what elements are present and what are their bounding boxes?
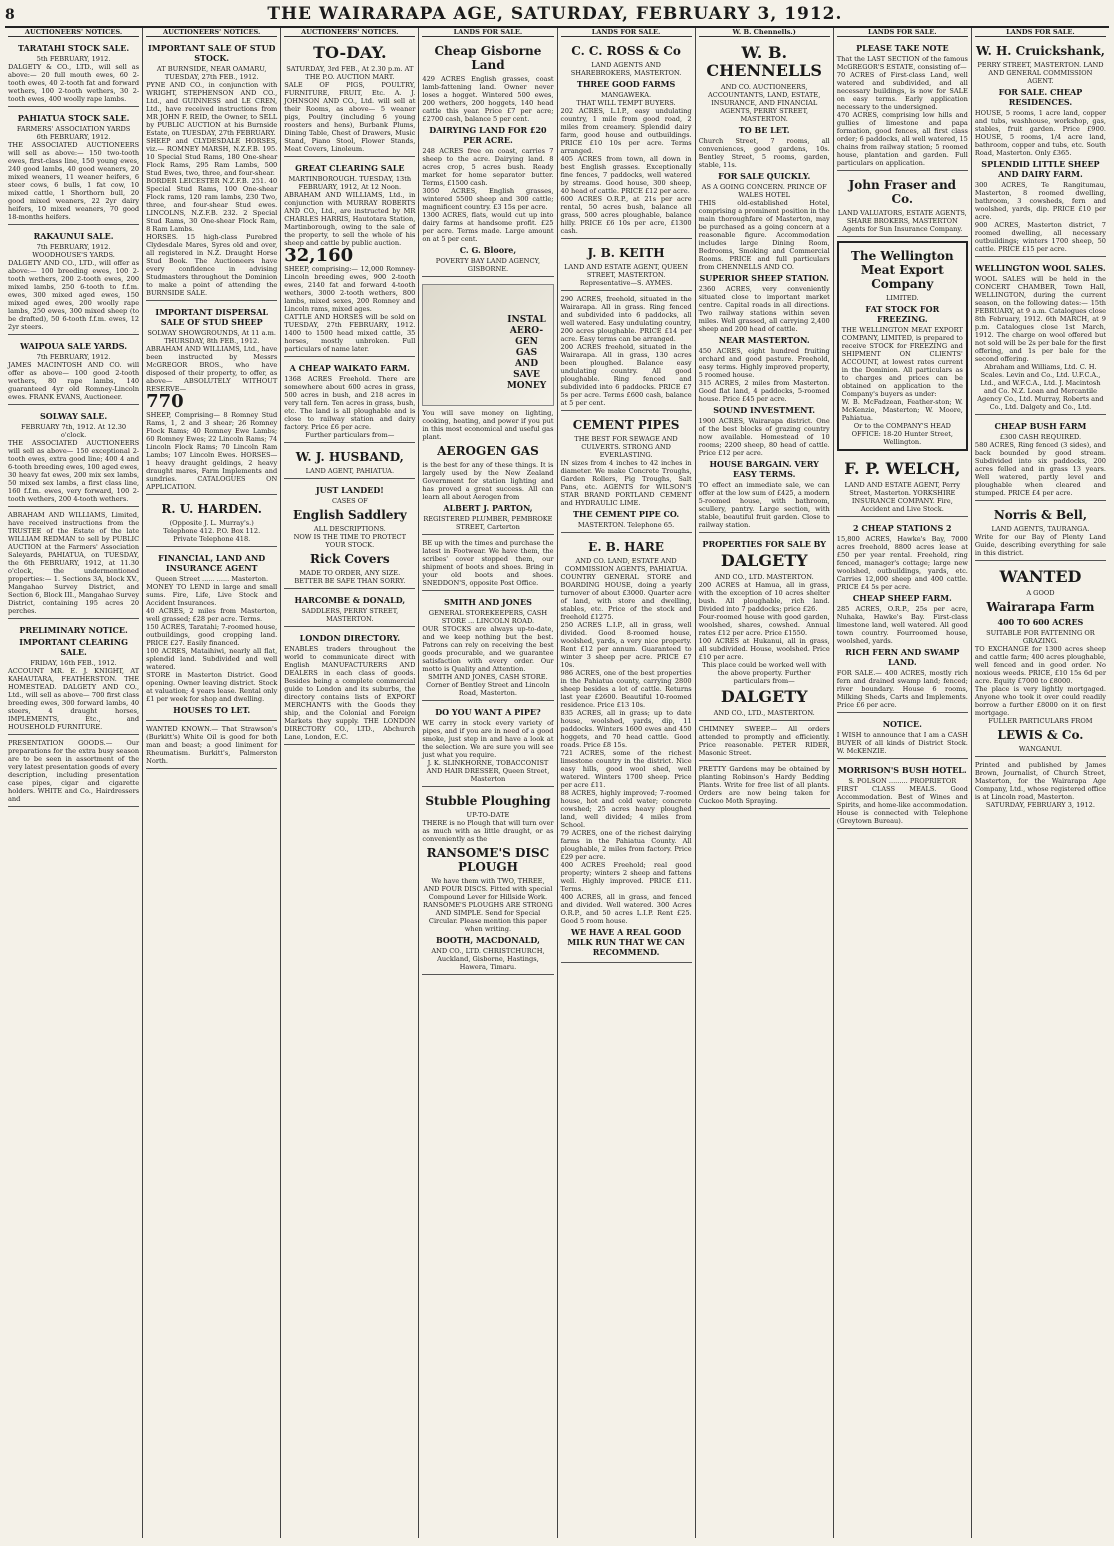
advert-heading: CHEAP BUSH FARM [994, 421, 1087, 431]
advert [8, 337, 139, 405]
advert-text: BE up with the times and purchase the latest in Footwear. We have them, the scribes' cover stopped them, our shipment of boots and shoes. Bring in your old boots and shoes. SNEDDON'S, opposite Post Office. [422, 539, 554, 587]
advert-text: 986 ACRES, one of the best properties in the Pahiatua county, carrying 2800 sheep besides a lot of cattle. Returns last year £2600. Beautiful 10-roomed residence. Price £13 10s. [560, 669, 692, 709]
advert-text: 470 ACRES, comprising low hills and gullies of limestone and papa formation, good fences, all first class order; 6 paddocks, all well watered, 15 chains from railway station; 5 roomed house, plantation and garden. Full particulars on application. [836, 111, 968, 167]
advert-heading: THREE GOOD FARMS [576, 79, 676, 89]
advert-text: 15,800 ACRES, Hawke's Bay, 7000 acres freehold, 8800 acres lease at £50 per year rental. Freehold, ring fenced, manager's cottage; large new woolshed, outbuildings, yards, etc. Carries 12,000 sheep and 400 cattle. PRICE £4 5s per acre. [836, 535, 968, 591]
advert-subheading: Or to the COMPANY'S HEAD OFFICE: 18-20 Hunter Street, Wellington. [851, 422, 953, 446]
advert-text: ABRAHAM AND WILLIAMS, Limited, have received instructions from the TRUSTEE of the Estate of the late WILLIAM REDMAN to sell by PUBLIC AUCTION at the Farmers' Association Saleyards, PAHIATUA, on TUESDAY, the 6th FEBRUARY, 1912, at 11.30 o'clock, the undermentioned properties:— 1. Sections 3A, block XV., Mangahao Survey District, and Section 6, Block III., Mangahao Survey District, containing 195 acres 20 perches. [8, 511, 140, 615]
advert [837, 455, 968, 517]
advert-subheading: MANGAWEKA. [600, 91, 652, 99]
advert-subheading: THE BEST FOR SEWAGE AND CULVERTS. STRONG AND EVERLASTING. [574, 435, 678, 459]
advert-heading: WAIPOUA SALE YARDS. [20, 341, 127, 351]
columns [5, 28, 1109, 1538]
page-number: 8 [5, 7, 15, 23]
advert-text: SALE OF PIGS, POULTRY, FURNITURE, FRUIT, Etc. A. J. JOHNSON AND CO., Ltd. will sell at their Rooms, as above— 5 weaner pigs, Poultry (including 6 young roosters and hens), Burbank Plums, Dining Table, Chest of Drawers, Music Stand, Piano Stool, Flower Stands, Meat Covers, Linoleum. [284, 81, 416, 153]
advert-subheading: POVERTY BAY LAND AGENCY, GISBORNE. [435, 257, 541, 273]
advert-text: 600 ACRES O.R.P., at 21s per acre rental, 50 acres bush, balance all grass, 500 acres ploughable, balance hilly. PRICE £6 10s per acre, £1300 cash. [560, 195, 692, 235]
advert-subheading: THAT WILL TEMPT BUYERS. [576, 99, 676, 107]
advert [975, 417, 1106, 501]
advert-date: 7th FEBRUARY, 1912. [36, 353, 111, 361]
advert [422, 279, 553, 535]
advert-heading: J. B. KEITH [587, 246, 665, 260]
advert-date: FEBRUARY 7th, 1912. At 12.30 o'clock. [21, 423, 127, 439]
advert [422, 789, 553, 975]
advert-heading: LEWIS & Co. [997, 728, 1084, 742]
advert-text: THE ASSOCIATED AUCTIONEERS will sell as above— 150 exceptional 2-tooth ewes, extra good line; 400 4 and 6-tooth breeding ewes, 100 aged ewes, 30 heavy fat ewes, 200 mix sex lambs, 50 mixed sex lambs, a first class line, 160 f.f.m. ewes, very forward, 100 2-tooth wethers, 200 4-tooth wethers. [8, 439, 140, 503]
advert [146, 497, 277, 547]
advert-text: I WISH to announce that I am a CASH BUYER of all kinds of District Stock. W. McKENZIE. [836, 731, 968, 755]
advert-heading: PROPERTIES FOR SALE BY [702, 539, 826, 549]
advert-text: THERE is no Plough that will turn over as much with as little draught, or as conveniently as the [422, 819, 554, 843]
advert-subheading: AND CO. LAND, ESTATE AND COMMISSION AGENTS, PAHIATUA. [564, 557, 688, 573]
advert-subheading: SADDLERS, PERRY STREET, MASTERTON. [301, 607, 399, 623]
advert-subheading: CASES OF [331, 497, 368, 505]
advert-heading: Stubble Ploughing [425, 794, 551, 808]
advert-subheading: AND CO., LTD., MASTERTON. [713, 709, 815, 717]
advert-heading: RAKAUNUI SALE. [33, 231, 114, 241]
advert-heading: 2 CHEAP STATIONS 2 [853, 523, 952, 533]
column-6 [696, 28, 834, 1538]
advert-text: That the LAST SECTION of the famous McGREGOR'S ESTATE, consisting of— [836, 55, 968, 71]
advert-date: 7th FEBRUARY, 1912. [36, 243, 111, 251]
newspaper-page [5, 4, 1109, 1538]
advert [422, 39, 553, 277]
advert-text: 100 ACRES at Hukanui, all in grass, all subdivided. House, woolshed. Price £10 per acre. [698, 637, 830, 661]
advert-heading: PAHIATUA STOCK SALE. [17, 113, 130, 123]
advert-heading: Wairarapa Farm [986, 600, 1095, 614]
advert-heading: WANTED [999, 567, 1082, 586]
advert-heading: LONDON DIRECTORY. [299, 633, 401, 643]
advert [975, 503, 1106, 561]
advert-text: 580 ACRES, Ring fenced (3 sides), and back bounded by good stream. Subdivided into six paddocks, 200 acres felled and in grass 13 years. Well watered, partly level and ploughable when cleared and stumped. PRICE £4 per acre. [974, 441, 1106, 497]
advert-heading: PRELIMINARY NOTICE. [19, 625, 128, 635]
column-heading: LANDS FOR SALE. [837, 28, 968, 37]
advert-text: 300 ACRES, Te Rangitumau, Masterton, 8 roomed dwelling, bathroom, 3 cowsheds, fern and woolshed, yards, dip. PRICE £10 per acre. [974, 181, 1106, 221]
advert [8, 227, 139, 335]
advert-text: NOW IS THE TIME TO PROTECT YOUR STOCK. [293, 533, 406, 549]
illustration-caption: INSTAL AERO-GEN GAS AND SAVE MONEY [506, 315, 547, 391]
advert-subheading: Abraham and Williams, Ltd. C. H. Scales. Levin and Co., Ltd. U.F.C.A., Ltd., and W.F.C.A., Ltd. J. Macintosh and Co. N.Z. Loan and Mercantile Agency Co., Ltd. Murray, Roberts and Co., Ltd. Dalgety and Co., Ltd. [977, 363, 1104, 411]
advert-heading: IMPORTANT SALE OF STUD STOCK. [147, 43, 276, 63]
advert-text: 405 ACRES from town, all down in best English grasses. Exceptionally fine fences, 7 paddocks, well watered by streams. Good house, 300 sheep, 40 head of cattle. PRICE £12 per acre. [560, 155, 692, 195]
column-1 [5, 28, 143, 1538]
advert-subheading: S. POLSON ......... PROPRIETOR [848, 777, 957, 785]
advert-date: 5th FEBRUARY, 1912. [36, 55, 111, 63]
advert-text: 1900 ACRES, Wairarapa district. One of the best blocks of grazing country now available. Homestead of 10 rooms; 2200 sheep, 80 head of cattle. Price £12 per acre. [698, 417, 830, 457]
advert-heading: CEMENT PIPES [572, 418, 680, 432]
advert-text: SHEEP and CLYDESDALE HORSES, viz.— ROMNEY MARSH, N.Z.F.B. 195. 10 Special Stud Rams, 180 One-shear Flock Rams, 295 Ram Lambs, 500 Stud Ewes, two, three, and four-shear. [146, 137, 278, 177]
advert-text: COUNTRY GENERAL STORE and BOARDING HOUSE, doing a yearly turnover of about £3000. Quarter acre of land, with store and dwelling, stables, etc. Price of the stock and freehold £1275. [560, 573, 692, 621]
advert [8, 407, 139, 507]
advert-text: 721 ACRES, some of the richest limestone country in the district. Nice easy hills, good wool shed, well watered. Winters 1700 sheep. Price per acre £11. [560, 749, 692, 789]
advert-heading: GREAT CLEARING SALE [295, 163, 405, 173]
advert-text: ACCOUNT MR. E. J. KNIGHT, AT KAHAUTARA, FEATHERSTON. THE HOMESTEAD. DALGETY AND CO., Ltd., will sell as above— 700 first class breeding ewes, 300 forward lambs, 40 steers, 4 draught horses, IMPLEMENTS, Etc., and HOUSEHOLD FURNITURE. [8, 667, 140, 731]
advert-subheading: AS A GOING CONCERN. PRINCE OF WALES HOTEL [701, 183, 827, 199]
advert-heading: SOLWAY SALE. [40, 411, 108, 421]
advert-heading: MORRISON'S BUSH HOTEL. [837, 765, 967, 775]
advert-text: THE ASSOCIATED AUCTIONEERS will sell as above:— 150 two-tooth ewes, first-class line, 150 young ewes, 240 good lambs, 40 good weaners, 20 mixed weaners, 11 weaner heifers, 6 steer cows, 6 bulls, 1 fat cow, 10 mixed cattle, 1 Shorthorn bull, 20 good mixed weaners, 22 2yr dairy heifers, 10 mixed weaners, 70 good 18-months heifers. [8, 141, 140, 221]
column-heading: LANDS FOR SALE. [561, 28, 692, 37]
advert-text: 200 ACRES at Hamua, all in grass, with the exception of 10 acres shelter bush. All ploughable, rich land. Divided into 7 paddocks; price £26. [698, 581, 830, 613]
advert-heading: TO BE LET. [738, 125, 790, 135]
advert-heading: RANSOME'S DISC PLOUGH [426, 846, 550, 874]
advert-text: 88 ACRES, highly improved; 7-roomed house, hot and cold water; concrete cowshed; 25 acres heavy ploughed land, well divided; 4 miles from School. [560, 789, 692, 829]
imprint-text: Printed and published by James Brown, Journalist, of Church Street, Masterton, for the Wairarapa Age Company, Ltd., whose registered office is at Lincoln road, Masterton. [974, 761, 1106, 801]
advert-heading: A CHEAP WAIKATO FARM. [289, 363, 410, 373]
advert-subheading: Agents for Sun Insurance Company. [842, 225, 963, 233]
advert-heading: Cheap Gisborne Land [434, 44, 542, 72]
advert-subheading: Telephone 412. P.O. Box 112. [163, 527, 261, 535]
column-3 [281, 28, 419, 1538]
advert [422, 703, 553, 787]
advert-heading: FINANCIAL, LAND AND INSURANCE AGENT [158, 553, 266, 573]
column-2 [143, 28, 281, 1538]
advert [284, 481, 415, 589]
advert-text: 285 ACRES, O.R.P., 25s per acre, Nuhaka, Hawke's Bay. First-class limestone land, well watered. All good town country. Fourroomed house, woolshed, yards. [836, 605, 968, 645]
advert-heading: HOUSES TO LET. [173, 705, 251, 715]
advert-text: CATTLE AND HORSES will be sold on TUESDAY, 27th FEBRUARY, 1912. 1400 to 1500 head mixed cattle, 35 horses, mostly unbroken. Full particulars of name later. [284, 313, 416, 353]
advert-subheading: FARMERS' ASSOCIATION YARDS [16, 125, 131, 133]
newspaper-title: THE WAIRARAPA AGE, SATURDAY, FEBRUARY 3, 1912. [267, 4, 843, 24]
advert-text: 100 ACRES, Mataihiwi, nearly all flat, splendid land. Subdivided and well watered. [146, 647, 278, 671]
advert-subheading: (Opposite J. L. Murray's.) [169, 519, 254, 527]
advert [975, 259, 1106, 415]
advert-text: IN sizes from 4 inches to 42 inches in diameter. We make Concrete Troughs, Garden Rollers, Pig Troughs, Salt Pans, etc. AGENTS for WILSON'S STAR BRAND PORTLAND CEMENT and HYDRAULIC LIME. [560, 459, 692, 507]
advert [146, 549, 277, 721]
advert-subheading: ALL DESCRIPTIONS. [313, 525, 386, 533]
column-7 [834, 28, 972, 1538]
advert-heading: SOUND INVESTMENT. [713, 405, 816, 415]
column-heading: AUCTIONEERS' NOTICES. [284, 28, 415, 37]
advert [699, 39, 830, 533]
advert-subheading: £300 CASH REQUIRED. [999, 433, 1082, 441]
advert-subheading: LAND AND ESTATE AGENT, QUEEN STREET, MASTERTON. Representative—S. AYMES. [564, 263, 688, 287]
advert-text: ABRAHAM AND WILLIAMS, Ltd., have been instructed by Messrs McGREGOR BROS., who have disposed of their property, to offer, as above— ABSOLUTELY WITHOUT RESERVE— [146, 345, 278, 393]
advert-text: 150 ACRES, Taratahi; 7-roomed house, outbuildings, good cropping land. PRICE £27. Easily financed. [146, 623, 278, 647]
advert [699, 535, 830, 721]
column-heading: LANDS FOR SALE. [975, 28, 1106, 37]
advert-heading: HARCOMBE & DONALD, [294, 595, 406, 605]
advert-text: 2360 ACRES, very conveniently situated close to important market centre. Capital roads in all directions. Two railway stations within seven miles. Well grassed, all carrying 2,400 sheep and 200 head of cattle. [698, 285, 830, 333]
advert-subheading: SOLWAY SHOWGROUNDS, At 11 a.m. THURSDAY, 8th FEB., 1912. [147, 329, 276, 345]
advert-heading: DO YOU WANT A PIPE? [435, 707, 541, 717]
advert-heading: TARATAHI STOCK SALE. [17, 43, 130, 53]
advert-subheading: LAND AGENTS AND SHAREBROKERS, MASTERTON. [570, 61, 682, 77]
advert-text: ENABLES traders throughout the world to communicate direct with English MANUFACTURERS AND DEALERS in each class of goods. Besides being a complete commercial guide to London and its suburbs, the directory contains lists of EXPORT MERCHANTS with the Goods they ship, and the Colonial and Foreign Markets they supply. THE LONDON DIRECTORY CO., LTD., Abchurch Lane, London, E.C. [284, 645, 416, 741]
advert-subheading: MADE TO ORDER, ANY SIZE. BETTER BE SAFE THAN SORRY. [294, 569, 406, 585]
advert-subheading: LAND AND ESTATE AGENT, Perry Street, Masterton. YORKSHIRE INSURANCE COMPANY. Fire, Accident and Live Stock. [844, 481, 961, 513]
advert-subheading: AND CO. AUCTIONEERS, ACCOUNTANTS, LAND, ESTATE, INSURANCE, AND FINANCIAL AGENTS, PERRY STREET, MASTERTON. [708, 83, 821, 123]
advert-subheading: This place could be worked well with the above property. Further particulars from— [702, 661, 827, 685]
meat-export-advert [837, 241, 968, 451]
advert-text: We have them with TWO, THREE, AND FOUR DISCS. Fitted with special Compound Lever for Hillside Work. RANSOME'S PLOUGHS ARE STRONG AND SIMPLE. Send for Special Circular. Please mention this paper when writing. [423, 877, 553, 933]
advert-heading: NEAR MASTERTON. [718, 335, 810, 345]
advert-text: HOUSE, 5 rooms, 1 acre land, copper and tubs, washhouse, workshop, gas, stables, fruit garden. Price £900. HOUSE, 5 rooms, 1/4 acre land, bathroom, copper and tubs, etc. South Road, Masterton. Only £365. [974, 109, 1106, 157]
advert [284, 39, 415, 157]
masthead [5, 4, 1109, 28]
advert-text: 429 ACRES English grasses, coast lamb-fattening land. Owner never loses a hogget. Wintered 500 ewes, 200 wethers, 200 hoggets, 140 head cattle this year. Price £7 per acre; £2700 cash, balance 5 per cent. [422, 75, 554, 123]
advert-text: 202 ACRES, L.I.P., easy undulating country, 1 mile from good road, 2 miles from creamery. Splendid dairy farm, good house and outbuildings. PRICE £10 10s per acre. Terms arranged. [560, 107, 692, 155]
advert [146, 723, 277, 769]
advert-text: CHIMNEY SWEEP.— All orders attended to promptly and efficiently. Price reasonable. PETER RIDER, Masonic Street. [698, 725, 830, 757]
advert [284, 629, 415, 745]
advert-heading: FOR SALE QUICKLY. [718, 171, 811, 181]
column-heading: AUCTIONEERS' NOTICES. [8, 28, 139, 37]
advert-heading: JUST LANDED! [315, 485, 384, 495]
advert-heading: C. G. Bloore, [459, 245, 517, 255]
advert [561, 39, 692, 239]
advert-heading: THE CEMENT PIPE CO. [572, 509, 680, 519]
advert-subheading: LAND AGENTS, TAURANGA. [991, 525, 1090, 533]
advert-date: FRIDAY, 16th FEB., 1912. [30, 659, 117, 667]
advert-heading: 400 TO 600 ACRES [997, 617, 1084, 627]
advert-heading: RICH FERN AND SWAMP LAND. [845, 647, 960, 667]
advert [837, 715, 968, 759]
advert [284, 445, 415, 479]
advert-heading: C. C. ROSS & Co [571, 44, 681, 58]
advert [975, 563, 1106, 757]
advert [284, 359, 415, 443]
advert-text: 315 ACRES, 2 miles from Masterton. Good flat land, 4 paddocks, 5-roomed house. Price £45 per acre. [698, 379, 830, 403]
advert-text: 40 ACRES, 2 miles from Masterton, well grassed; £28 per acre. Terms. [146, 607, 278, 623]
advert-heading: SMITH AND JONES [444, 597, 532, 607]
advert-heading: W. B. CHENNELLS [706, 43, 822, 80]
advert-text: PRETTY Gardens may be obtained by planting Robinson's Hardy Bedding Plants. Write for free list of all plants. Orders are now being taken for Cuckoo Moth Spraying. [698, 765, 830, 805]
advert [8, 621, 139, 735]
advert-subheading: MARTINBOROUGH. TUESDAY, 13th FEBRUARY, 1912, At 12 Noon. [288, 175, 412, 191]
advert [837, 173, 968, 237]
advert [561, 413, 692, 533]
advert-subheading: AND CO., LTD. MASTERTON. [714, 573, 814, 581]
advert-text: MONEY TO LEND in large and small sums. Fire, Life, Live Stock and Accident Insurances. [146, 583, 278, 607]
advert [8, 509, 139, 619]
advert-text: TO effect an immediate sale, we can offer at the low sum of £425, a modern 5-roomed house, with bathroom, scullery, pantry. Large section, with stable, beautiful fruit garden. Close to railway station. [698, 481, 830, 529]
advert [699, 763, 830, 809]
advert [837, 761, 968, 829]
advert [699, 723, 830, 761]
advert-heading: F. P. WELCH, [844, 459, 961, 478]
advert-heading: FAT STOCK FOR FREEZING. [865, 304, 940, 324]
advert-text: STORE in Masterton District. Good opening. Owner leaving district. Stock at valuation; 4 years lease. Rental only £1 per week for shop and dwelling. [146, 671, 278, 703]
advert-heading: BOOTH, MACDONALD, [436, 935, 540, 945]
advert-heading: W. J. HUSBAND, [295, 450, 404, 464]
advert [422, 537, 553, 591]
advert-subheading: GENERAL STOREKEEPERS, CASH STORE ... LINCOLN ROAD. [428, 609, 548, 625]
advert-subheading: WOODHOUSE'S YARDS. [32, 251, 115, 259]
advert-subheading: FULLER PARTICULARS FROM [988, 717, 1093, 725]
advert-text: SHEEP, Comprising— 8 Romney Stud Rams, 1, 2 and 3 shear; 26 Romney Flock Rams; 40 Romney Ewe Lambs; 60 Romney Ewes; 22 Lincoln Rams; 74 Lincoln Flock Rams; 70 Lincoln Ram Lambs; 107 Lincoln Ewes. HORSES— 1 heavy draught geldings, 2 heavy draught mares, Farm Implements and sundries. CATALOGUES ON APPLICATION. [146, 411, 278, 491]
advert [146, 303, 277, 495]
advert [837, 519, 968, 713]
advert-heading: DALGETY [720, 687, 808, 706]
advert-subheading: SATURDAY, 3rd FEB., At 2.30 p.m. AT THE P.O. AUCTION MART. [286, 65, 414, 81]
advert-text: THIS old-established Hotel, comprising a prominent position in the main thoroughfare of Masterton, may be purchased as a going concern at a reasonable figure. Accommodation includes large Dining Room, Bedrooms, Smoking and Commercial Rooms. PRICE and full particulars from CHENNELLS AND CO. [698, 199, 830, 271]
advert-text: WE carry in stock every variety of pipes, and if you are in need of a good smoke, just step in and have a look at the selection. We are sure you will see just what you require. [422, 719, 554, 759]
advert-heading: Rick Covers [310, 552, 390, 566]
advert-subheading: Private Telephone 418. [173, 535, 251, 543]
advert-heading: WE HAVE A REAL GOOD MILK RUN THAT WE CAN RECOMMEND. [567, 927, 685, 957]
advert-text: SHEEP, comprising:— 12,000 Romney-Lincoln breeding ewes, 900 2-tooth ewes, 2140 fat and forward 4-tooth wethers, 3000 2-tooth wethers, 800 lambs, mixed sexes, 200 Romney and Lincoln rams, mixed ages. [284, 265, 416, 313]
advert-subheading: REGISTERED PLUMBER, PEMBROKE STREET, Carterton [423, 515, 553, 531]
advert-text: 900 ACRES, Masterton district, 7 roomed dwelling, all necessary outbuildings; winters 1700 sheep, 50 cattle. PRICE £15 per acre. [974, 221, 1106, 253]
advert-text: 400 ACRES, all in grass, and fenced and divided. Well watered. 300 Acres O.R.P., and 50 acres L.I.P. Rent £25. Good 5 room house. [560, 893, 692, 925]
advert-text: 400 ACRES Freehold; real good property; winters 2 sheep and fattens well. Highly improved. PRICE £11. Terms. [560, 861, 692, 893]
advert-heading: DALGETY [720, 551, 808, 570]
advert-text: Write for our Bay of Plenty Land Guide, describing everything for sale in this district. [974, 533, 1106, 557]
column-heading: W. B. Chennells.) [699, 28, 830, 37]
advert-heading: ALBERT J. PARTON, [443, 503, 533, 513]
advert-subheading: SUITABLE FOR FATTENING OR GRAZING. [986, 629, 1095, 645]
advert [837, 39, 968, 171]
advert-heading: IMPORTANT DISPERSAL SALE OF STUD SHEEP [155, 307, 269, 327]
column-5 [558, 28, 696, 1538]
advert-text: is the best for any of these things. It is largely used by the New Zealand Government for station lighting and has proved a great success. All can learn all about Aerogen from [422, 461, 554, 501]
advert [422, 593, 553, 701]
advert-text: Church Street, 7 rooms, all conveniences, good gardens, 10s. Bentley Street, 5 rooms, garden, stable, 11s. [698, 137, 830, 169]
advert [8, 109, 139, 225]
advert-heading: John Fraser and Co. [848, 178, 957, 206]
advert-heading: NOTICE. [882, 719, 922, 729]
advert-heading: R. U. HARDEN. [161, 502, 262, 516]
advert-text: FOR SALE.— 400 ACRES, mostly rich fern and drained swamp land; fenced; river boundary. House 6 rooms, Milking Sheds, Carts and Implements. Price £6 per acre. [836, 669, 968, 709]
advert-text: PRESENTATION GOODS.— Our preparations for the extra busy season are to be seen in assortment of the very latest presentation goods of every description, including presentation case pipes, cigar and cigarette holders. WHITE and Co., Hairdressers and [8, 739, 140, 803]
advert [284, 591, 415, 627]
advert-text: 70 ACRES of First-class Land, well watered and subdivided, and all necessary buildings, is now for SALE on easy terms. Early application necessary to the undersigned. [836, 71, 968, 111]
advert-text: DALGETY & CO., LTD., will sell as above:— 20 full mouth ewes, 60 2-tooth ewes, 40 2-tooth fat and forward wethers, 100 2-tooth wethers, 30 2-tooth ewes, 400 woolly rape lambs. [8, 63, 140, 103]
advert-text: FIRST CLASS MEALS. Good Accommodation. Best of Wines and Spirits, and home-like accommodation. House is connected with Telephone (Greytown Bureau). [836, 785, 968, 825]
advert-heading: CHEAP SHEEP FARM. [852, 593, 952, 603]
advert-subheading: LAND VALUATORS, ESTATE AGENTS, SHARE BROKERS, MASTERTON [837, 209, 967, 225]
advert-text: OUR STOCKS are always up-to-date, and we keep nothing but the best. Patrons can rely on receiving the best goods procurable, and we guarantee satisfaction with every order. Our motto is Quality and Attention. [422, 625, 554, 673]
advert-text: WANTED KNOWN.— That Strawson's (Burkitt's) White Oil is good for both man and beast; a good liniment for Rheumatism. Burkitt's, Palmerston North. [146, 725, 278, 765]
advert-text: 79 ACRES, one of the richest dairying farms in the Pahiatua County. All ploughable, 2 miles from factory. Price £29 per acre. [560, 829, 692, 861]
advert-subheading: LAND AGENT, PAHIATUA. [305, 467, 395, 475]
column-heading: AUCTIONEERS' NOTICES. [146, 28, 277, 37]
advert-text: W. B. McFadzean, Feather-ston; W. McKenzie, Masterton; W. Moore, Pahiatua. [841, 398, 963, 422]
advert-heading: The Wellington Meat Export Company [850, 249, 954, 291]
advert-text: 835 ACRES, all in grass; up to date house, woolshed, yards, dip, 11 paddocks. Winters 1600 ewes and 450 hoggets, and 70 head cattle. Good roads. Price £8 15s. [560, 709, 692, 749]
advert-text: HORSES. 15 high-class Purebred Clydesdale Mares, Syres old and over, all registered in N.Z. Draught Horse Stud Book. The Auctioneers have every confidence in advising Studmasters throughout the Dominion to make a point of attending the BURNSIDE SALE. [146, 233, 278, 297]
advert-heading: SPLENDID LITTLE SHEEP AND DAIRY FARM. [981, 159, 1100, 179]
advert [284, 159, 415, 357]
advert-heading: W. H. Cruickshank, [975, 44, 1105, 58]
advert-text: 1300 ACRES, flats, would cut up into dairy farms at handsome profit. £25 per acre. Terms made. Large amount on at 5 per cent. [422, 211, 554, 243]
advert [561, 535, 692, 963]
column-heading: LANDS FOR SALE. [422, 28, 553, 37]
advert-text: 250 ACRES L.I.P., all in grass, well divided. Good 8-roomed house, woolshed, yards, a very nice property. Rent £12 per annum. Guaranteed to winter 3 sheep per acre. PRICE £7 10s. [560, 621, 692, 669]
advert-subheading: A GOOD [1026, 589, 1055, 597]
advert-text: 1368 ACRES Freehold. There are somewhere about 600 acres in grass, 500 acres in bush, and 218 acres in very tall fern. Ten acres in grass, bush, etc. The land is all ploughable and is close to railway station and dairy factory. Price £6 per acre. [284, 375, 416, 431]
advert-text: BORDER LEICESTER N.Z.F.B. 251. 40 Special Stud Rams, 100 One-shear Flock rams, 120 ram lambs, 230 Two, three, and four-shear Stud ewes. LINCOLNS, N.Z.F.B. 232. 2 Special Stud Rams, 30 One-shear Flock Ram, 8 Ram Lambs. [146, 177, 278, 233]
advert-text: DALGETY AND CO., LTD., will offer as above:— 100 breeding ewes, 100 2-tooth wethers, 200 2-tooth ewes, 200 mixed lambs, 250 6-tooth to f.f.m. ewes, 300 mixed aged ewes, 150 mixed aged ewes, 200 woolly rape lambs, 250 ewes, 300 mixed sheep (to be drafted), 50 6-tooth f.f.m. ewes, 12 2yr steers. [8, 259, 140, 331]
advert-text: 200 ACRES freehold, situated in the Wairarapa. All in grass, 130 acres been ploughed. Balance easy undulating country. All good ploughable. Ring fenced and subdivided into 6 paddocks. PRICE £7 5s per acre. Terms £600 cash, balance at 5 per cent. [560, 343, 692, 407]
advert-subheading: J. K. SLINKHORNE, TOBACCONIST AND HAIR DRESSER, Queen Street, Masterton [426, 759, 550, 783]
advert-big-number: 32,160 [284, 245, 354, 266]
advert-subheading: AND CO., LTD. CHRISTCHURCH, Auckland, Gisborne, Hastings, Hawera, Timaru. [431, 947, 545, 971]
advert-heading: AEROGEN GAS [437, 444, 539, 458]
advert [8, 39, 139, 107]
advert-heading: E. B. HARE [588, 540, 664, 554]
advert-subheading: UP-TO-DATE [466, 811, 510, 819]
advert [975, 39, 1106, 257]
advert-text: You will save money on lighting, cooking, heating, and power if you put in this most economical and useful gas plant. [422, 409, 554, 441]
advert-heading: TO-DAY. [313, 43, 387, 62]
advert [8, 737, 139, 807]
advert-subheading: MASTERTON. Telephone 65. [577, 521, 675, 529]
advert-text: TO EXCHANGE for 1300 acres sheep and cattle farm; 400 acres ploughable, well fenced and in good order. No noxious weeds. PRICE, £10 15s 6d per acre. Equity £7000 to £8000. [974, 645, 1106, 685]
advert-heading: English Saddlery [292, 508, 407, 522]
advert-date: 6th FEBRUARY, 1912. [36, 133, 111, 141]
advert-text: Four-roomed house with good garden, woolshed, shares, cowshed. Annual rates £12 per acre. Price £1550. [698, 613, 830, 637]
man-with-lamp-illustration [422, 284, 553, 406]
advert-subheading: Further particulars from— [305, 431, 395, 439]
advert-text: 248 ACRES free on coast, carries 7 sheep to the acre. Dairying land. 8 acres crop, 5 acres bush. Ready market for home separator butter. Terms, £1500 cash. [422, 147, 554, 187]
advert-text: THE WELLINGTON MEAT EXPORT COMPANY, LIMITED, is prepared to receive STOCK for FREEZING and SHIPMENT ON CLIENTS' ACCOUNT, at lowest rates current in the Dominion. All particulars as to charges and prices can be obtained on application to the Company's buyers as under: [841, 326, 963, 398]
advert [561, 241, 692, 291]
advert-subheading: AT BURNSIDE, NEAR OAMARU, TUESDAY, 27th FEB., 1912. [156, 65, 267, 81]
advert-subheading: PERRY STREET, MASTERTON. LAND AND GENERAL COMMISSION AGENT. [977, 61, 1104, 85]
advert-subheading: WANGANUI. [1018, 745, 1062, 753]
advert [146, 39, 277, 301]
advert-subheading: SMITH AND JONES, CASH STORE. Corner of Bentley Street and Lincoln Road, Masterton. [426, 673, 550, 697]
advert-heading: WELLINGTON WOOL SALES. [975, 263, 1106, 273]
imprint [975, 759, 1106, 812]
advert-heading: SUPERIOR SHEEP STATION. [699, 273, 829, 283]
advert-text: ABRAHAM AND WILLIAMS, Ltd., in conjunction with MURRAY ROBERTS AND CO., Ltd., are instructed by MR CHARLES HARRIS, Hautotara Station, Martinborough, owing to the sale of the property, to sell the whole of his sheep and cattle by public auction. [284, 191, 416, 247]
advert-heading: PLEASE TAKE NOTE [856, 43, 949, 53]
advert [561, 293, 692, 411]
advert-big-number: 770 [146, 391, 184, 412]
advert-text: JAMES MACINTOSH AND CO. will offer as above— 100 good 2-tooth wethers, 80 rape lambs, 140 guaranteed 4yr old Romney-Lincoln ewes. FRANK EVANS, Auctioneer. [8, 361, 140, 401]
advert-subheading: LIMITED. [885, 294, 919, 302]
advert-heading: DAIRYING LAND FOR £20 PER ACRE. [429, 125, 547, 145]
column-8 [972, 28, 1109, 1538]
advert-text: WOOL SALES will be held in the CONCERT CHAMBER, Town Hall, WELLINGTON, during the current season, on the following dates:— 15th FEBRUARY, at 9 a.m. Catalogues close 8th February, 1912. 6th MARCH, at 9 p.m. Catalogues close 1st March, 1912. The charge on wool offered but not sold will be 2s per bale for the first offering, and 1s per bale for the second offering. [974, 275, 1106, 363]
imprint-date: SATURDAY, FEBRUARY 3, 1912. [985, 801, 1095, 809]
advert-heading: Norris & Bell, [993, 508, 1088, 522]
advert-heading: IMPORTANT CLEARING SALE. [19, 637, 128, 657]
advert-heading: FOR SALE. CHEAP RESIDENCES. [998, 87, 1083, 107]
advert-subheading: Queen Street ...... ...... Masterton. [155, 575, 269, 583]
advert-heading: HOUSE BARGAIN. VERY EASY TERMS. [709, 459, 819, 479]
advert-text: 450 ACRES, eight hundred fruiting orchard and good pasture. Freehold, easy terms. Highly improved property, 5 roomed house. [698, 347, 830, 379]
advert-text: 290 ACRES, freehold, situated in the Wairarapa. All in grass. Ring fenced and subdivided into 6 paddocks, all well watered. Easy undulating country, 200 acres ploughable. PRICE £14 per acre. Easy terms can be arranged. [560, 295, 692, 343]
advert-text: PYNE AND CO., in conjunction with WRIGHT, STEPHENSON AND CO., Ltd., and GUINNESS and LE CREN, Ltd., have received instructions from MR JOHN F. REID, the Owner, to SELL by PUBLIC AUCTION at his Burnside Estate, on TUESDAY, 27th FEBRUARY. [146, 81, 278, 137]
advert-text: 3050 ACRES, English grasses, wintered 5500 sheep and 300 cattle; magnificent country. £3 15s per acre. [422, 187, 554, 211]
column-4 [419, 28, 557, 1538]
advert-text: The place is very lightly mortgaged. Anyone who took it over could readily borrow a further £8000 on it on first mortgage. [974, 685, 1106, 717]
